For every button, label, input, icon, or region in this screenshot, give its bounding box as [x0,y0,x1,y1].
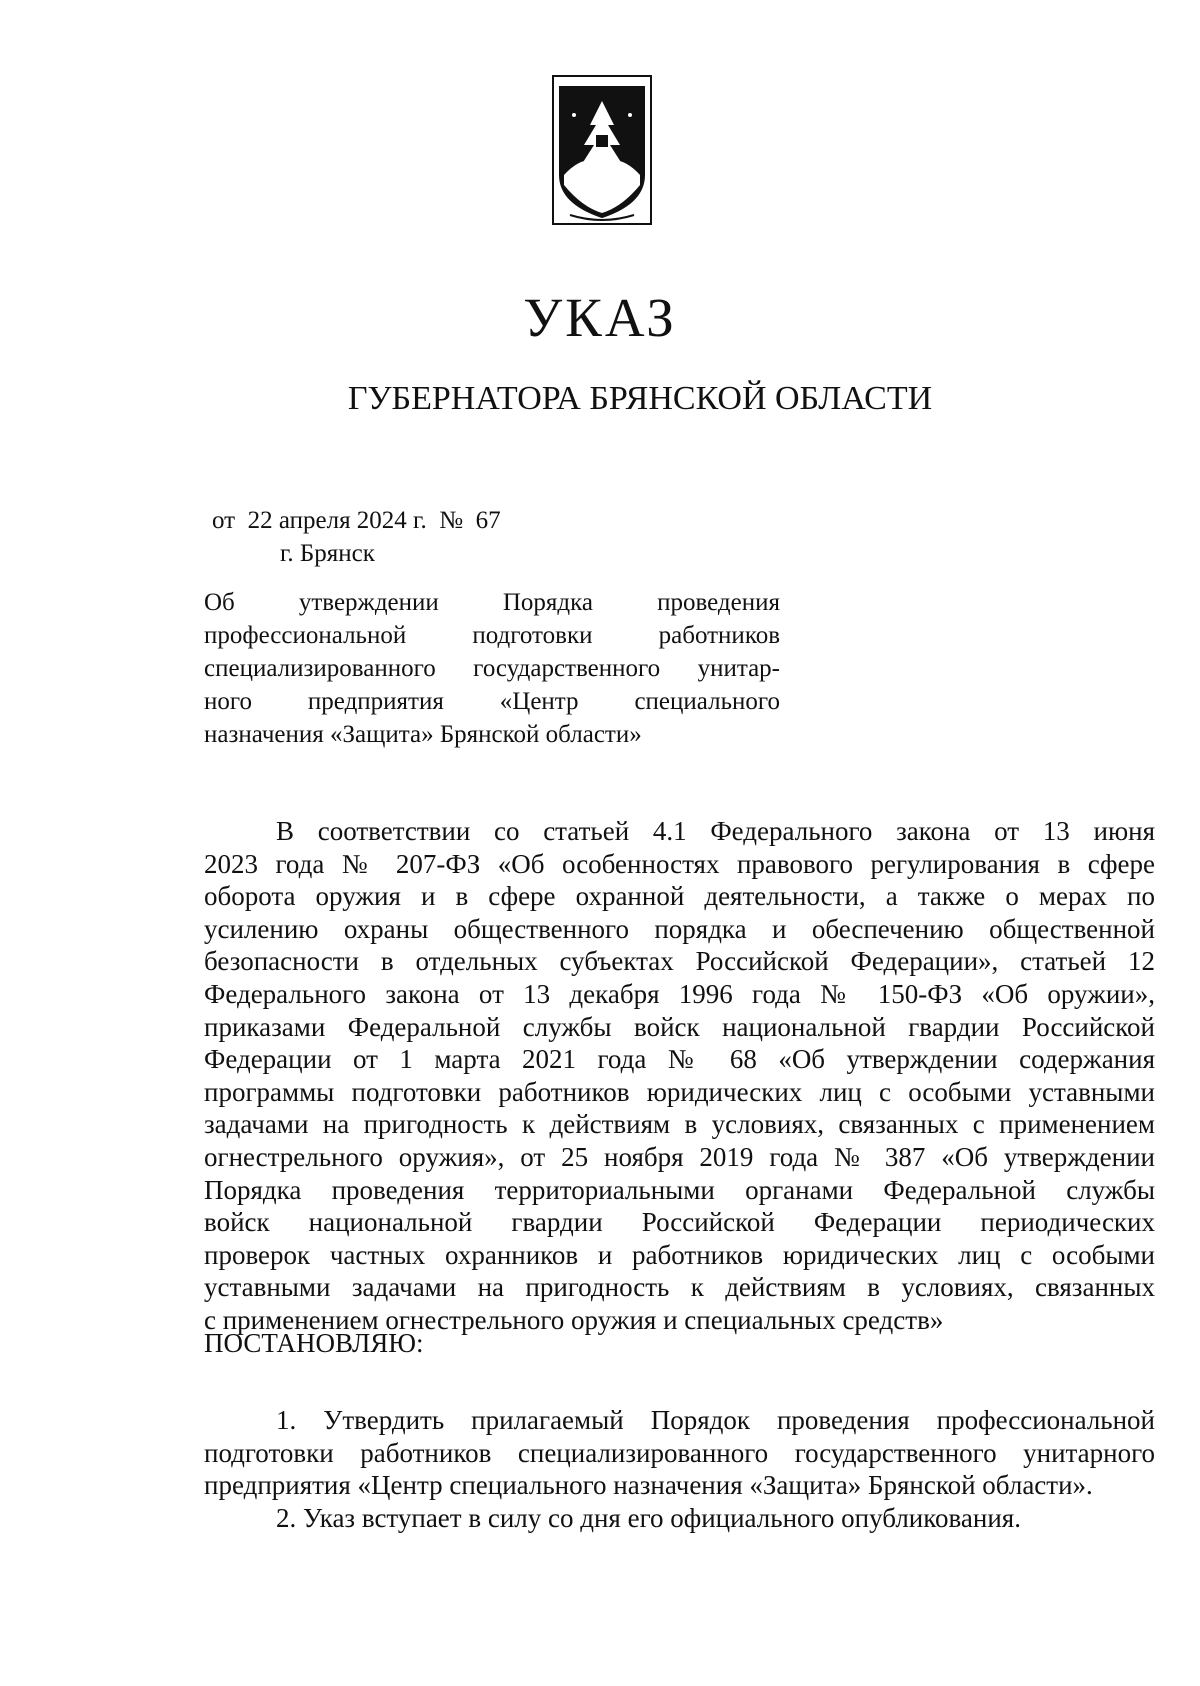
paragraph-line: 2023 года № 207-ФЗ «Об особенностях правового регулирования в сфере [204,848,1155,879]
decree-items [204,1404,1155,1534]
document-title: УКАЗ [523,287,677,348]
coat-of-arms-icon [552,75,652,225]
paragraph-line: программы подготовки работников юридических лиц с особыми уставными [204,1076,1155,1107]
paragraph-line: проверок частных охранников и работников юридических лиц с особыми [204,1239,1155,1270]
paragraph-line: огнестрельного оружия», от 25 ноября 2019 года № 387 «Об утверждении [204,1141,1155,1172]
paragraph-line: безопасности в отдельных субъектах Российской Федерации», статьей 12 [204,946,1155,977]
paragraph-line: Порядка проведения территориальными органами Федеральной службы [204,1174,1155,1205]
document-city: г. Брянск [280,540,375,567]
paragraph-line: уставными задачами на пригодность к действиям в условиях, связанных [204,1272,1155,1303]
paragraph-line: приказами Федеральной службы войск национальной гвардии Российской [204,1011,1155,1042]
document-date-number: от 22 апреля 2024 г. № 67 [212,507,501,534]
paragraph-line: Федерации от 1 марта 2021 года № 68 «Об утверждении содержания [204,1044,1155,1075]
document-subtitle: ГУБЕРНАТОРА БРЯНСКОЙ ОБЛАСТИ [347,380,933,417]
document-subject [204,586,780,751]
item-line: 1. Утвердить прилагаемый Порядок проведения профессиональной [276,1405,1155,1435]
paragraph-line: В соответствии со статьей 4.1 Федерального закона от 13 июня [276,816,1155,846]
subject-line: специализированного государственного унитар- [204,655,780,682]
item-line: предприятия «Центр специального назначения «Защита» Брянской области». [204,1470,1093,1501]
paragraph-line: с применением огнестрельного оружия и специальных средств» [204,1304,944,1335]
subject-line: Об утверждении Порядка проведения [204,589,780,616]
item-line: подготовки работников специализированного государственного унитарного [204,1437,1155,1468]
paragraph-line: Федерального закона от 13 декабря 1996 года № 150-ФЗ «Об оружии», [204,978,1155,1009]
paragraph-line: оборота оружия и в сфере охранной деятельности, а также о мерах по [204,881,1155,912]
preamble-paragraph [204,815,1155,1337]
subject-line: назначения «Защита» Брянской области» [204,721,642,748]
decree-word: ПОСТАНОВЛЯЮ: [204,1328,424,1358]
subject-line: ного предприятия «Центр специального [204,688,780,715]
paragraph-line: усилению охраны общественного порядка и обеспечению общественной [204,913,1155,944]
paragraph-line: задачами на пригодность к действиям в условиях, связанных с применением [204,1109,1155,1140]
paragraph-line: войск национальной гвардии Российской Федерации периодических [204,1207,1155,1238]
item-line: 2. Указ вступает в силу со дня его официального опубликования. [276,1502,1021,1533]
subject-line: профессиональной подготовки работников [204,622,780,649]
